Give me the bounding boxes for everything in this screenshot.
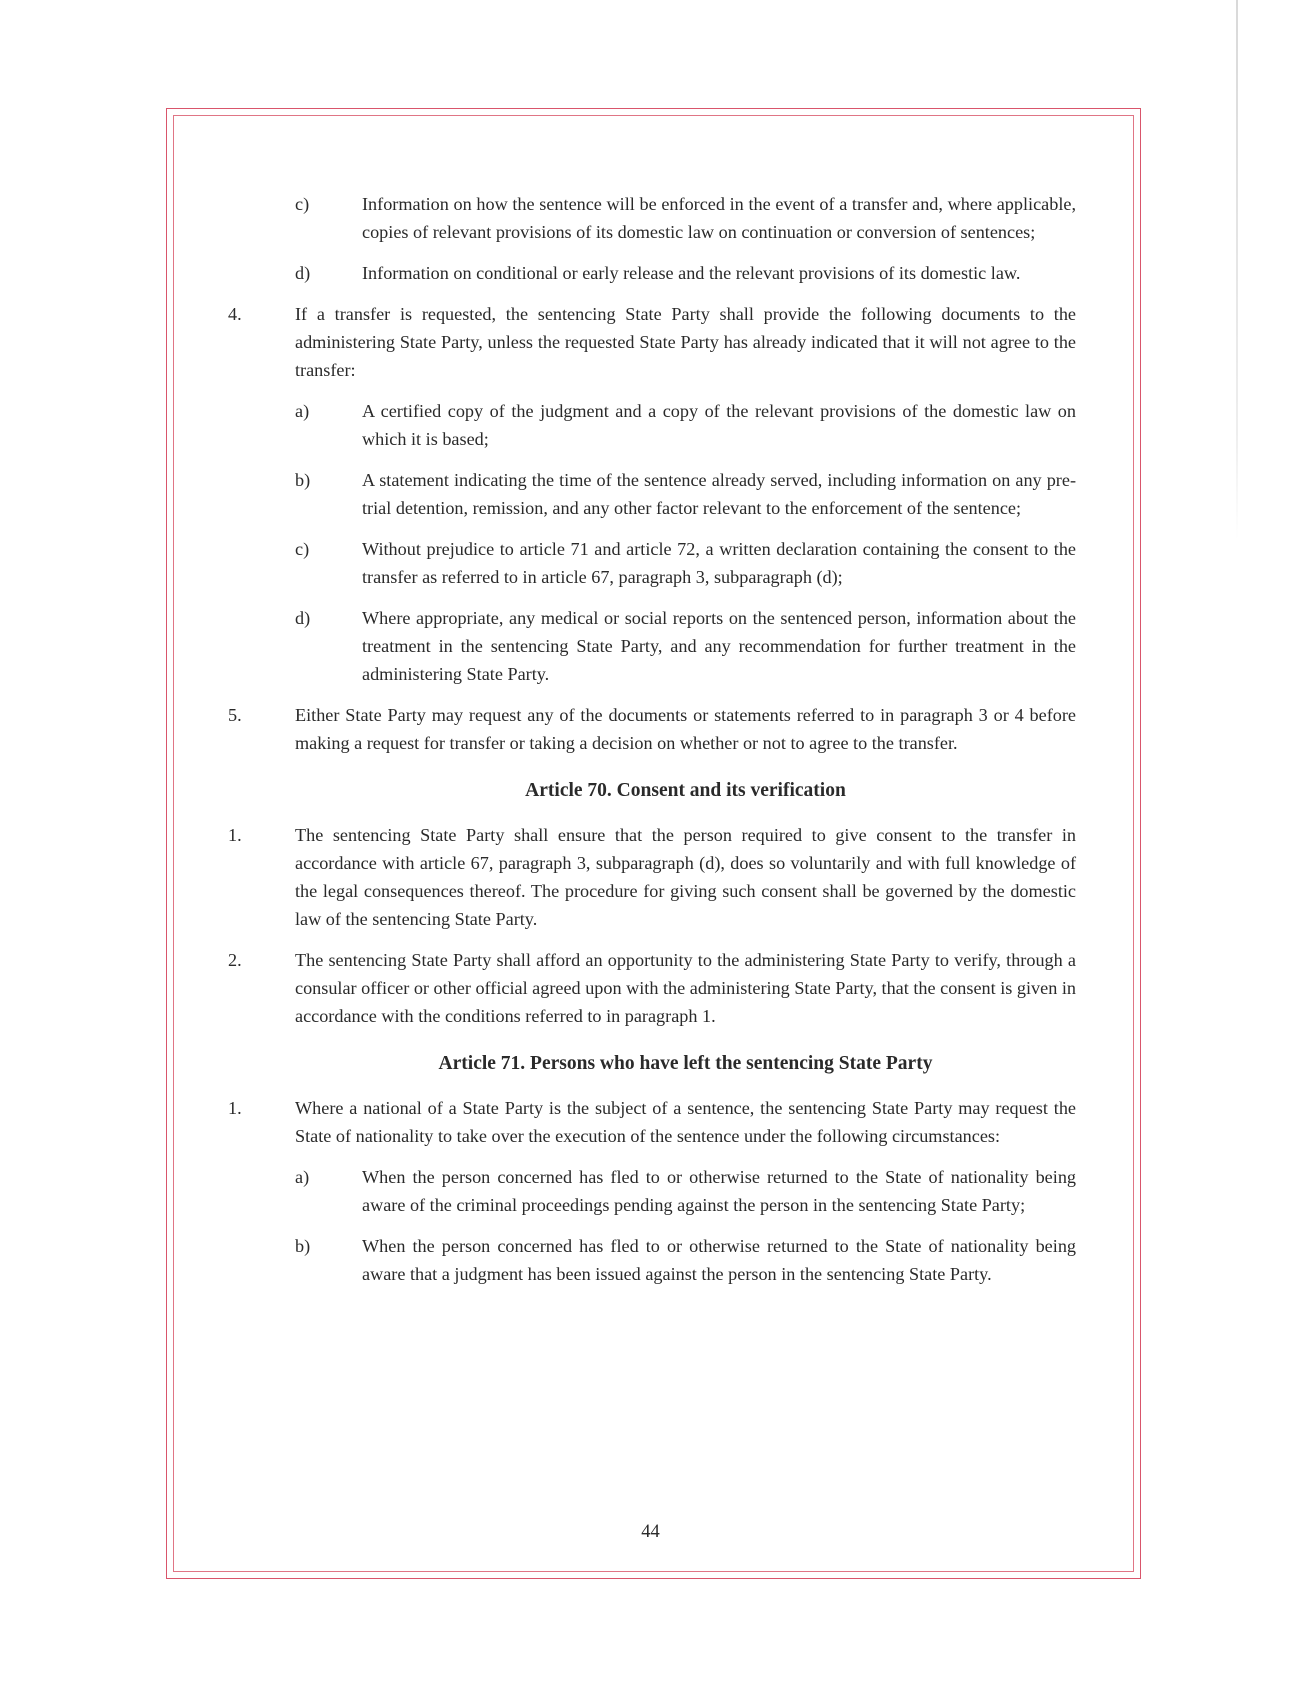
paragraph-1 bbox=[226, 1094, 1076, 1150]
subparagraph-text: Information on how the sentence will be enforced in the event of a transfer and, where applicable, copies of relevant provisions of its domestic law on continuation or conversion of sentences; bbox=[362, 194, 1076, 242]
subparagraph-d bbox=[226, 604, 1076, 688]
subparagraph-c bbox=[226, 190, 1076, 246]
document-body bbox=[226, 190, 1076, 1301]
subparagraph-a bbox=[226, 1163, 1076, 1219]
subparagraph-text: Without prejudice to article 71 and article 72, a written declaration containing the consent to the transfer as referred to in article 67, paragraph 3, subparagraph (d); bbox=[362, 539, 1076, 587]
subparagraph-text: A certified copy of the judgment and a copy of the relevant provisions of the domestic law on which it is based; bbox=[362, 401, 1076, 449]
subparagraph-label: b) bbox=[295, 470, 311, 490]
subparagraph-label: d) bbox=[295, 263, 311, 283]
subparagraph-label: c) bbox=[295, 194, 310, 214]
paragraph-text: If a transfer is requested, the sentencing State Party shall provide the following documents to the administering State Party, unless the requested State Party has already indicated that it will not agree to the transfer: bbox=[295, 304, 1076, 380]
paragraph-number: 2. bbox=[228, 950, 242, 970]
paragraph-text: The sentencing State Party shall ensure that the person required to give consent to the transfer in accordance with article 67, paragraph 3, subparagraph (d), does so voluntarily and with full knowledge of the legal consequences thereof. The procedure for giving such consent shall be governed by the domestic law of the sentencing State Party. bbox=[295, 825, 1076, 929]
paragraph-text: The sentencing State Party shall afford an opportunity to the administering State Party to verify, through a consular officer or other official agreed upon with the administering State Party, that the consent is given in accordance with the conditions referred to in paragraph 1. bbox=[295, 950, 1077, 1026]
subparagraph-b bbox=[226, 1232, 1076, 1288]
subparagraph-d bbox=[226, 259, 1076, 287]
subparagraph-text: When the person concerned has fled to or otherwise returned to the State of nationality being aware that a judgment has been issued against the person in the sentencing State Party. bbox=[362, 1236, 1076, 1284]
subparagraph-text: A statement indicating the time of the sentence already served, including information on any pre-trial detention, remission, and any other factor relevant to the enforcement of the sentence; bbox=[362, 470, 1076, 518]
page-number: 44 bbox=[641, 1522, 660, 1542]
paragraph-number: 1. bbox=[228, 825, 242, 845]
subparagraph-label: c) bbox=[295, 539, 310, 559]
paragraph-number: 1. bbox=[228, 1098, 242, 1118]
paragraph-1 bbox=[226, 821, 1076, 933]
paragraph-text: Where a national of a State Party is the subject of a sentence, the sentencing State Party may request the State of nationality to take over the execution of the sentence under the following circumstances: bbox=[295, 1098, 1076, 1146]
paragraph-4 bbox=[226, 300, 1076, 384]
paragraph-2 bbox=[226, 946, 1076, 1030]
subparagraph-b bbox=[226, 466, 1076, 522]
subparagraph-a bbox=[226, 397, 1076, 453]
paragraph-number: 5. bbox=[228, 705, 242, 725]
paragraph-5 bbox=[226, 701, 1076, 757]
article-70-heading: Article 70. Consent and its verification bbox=[525, 780, 846, 801]
paragraph-number: 4. bbox=[228, 304, 242, 324]
subparagraph-c bbox=[226, 535, 1076, 591]
subparagraph-label: b) bbox=[295, 1236, 311, 1256]
article-71-heading: Article 71. Persons who have left the sentencing State Party bbox=[438, 1053, 933, 1074]
subparagraph-text: When the person concerned has fled to or otherwise returned to the State of nationality being aware of the criminal proceedings pending against the person in the sentencing State Party; bbox=[362, 1167, 1076, 1215]
scan-edge-shadow bbox=[1236, 0, 1238, 540]
subparagraph-label: a) bbox=[295, 1167, 310, 1187]
subparagraph-label: a) bbox=[295, 401, 310, 421]
subparagraph-text: Information on conditional or early release and the relevant provisions of its domestic law. bbox=[362, 263, 1021, 283]
subparagraph-label: d) bbox=[295, 608, 311, 628]
paragraph-text: Either State Party may request any of the documents or statements referred to in paragraph 3 or 4 before making a request for transfer or taking a decision on whether or not to agree to the transfer. bbox=[295, 705, 1076, 753]
subparagraph-text: Where appropriate, any medical or social reports on the sentenced person, information about the treatment in the sentencing State Party, and any recommendation for further treatment in the administering State Party. bbox=[362, 608, 1076, 684]
